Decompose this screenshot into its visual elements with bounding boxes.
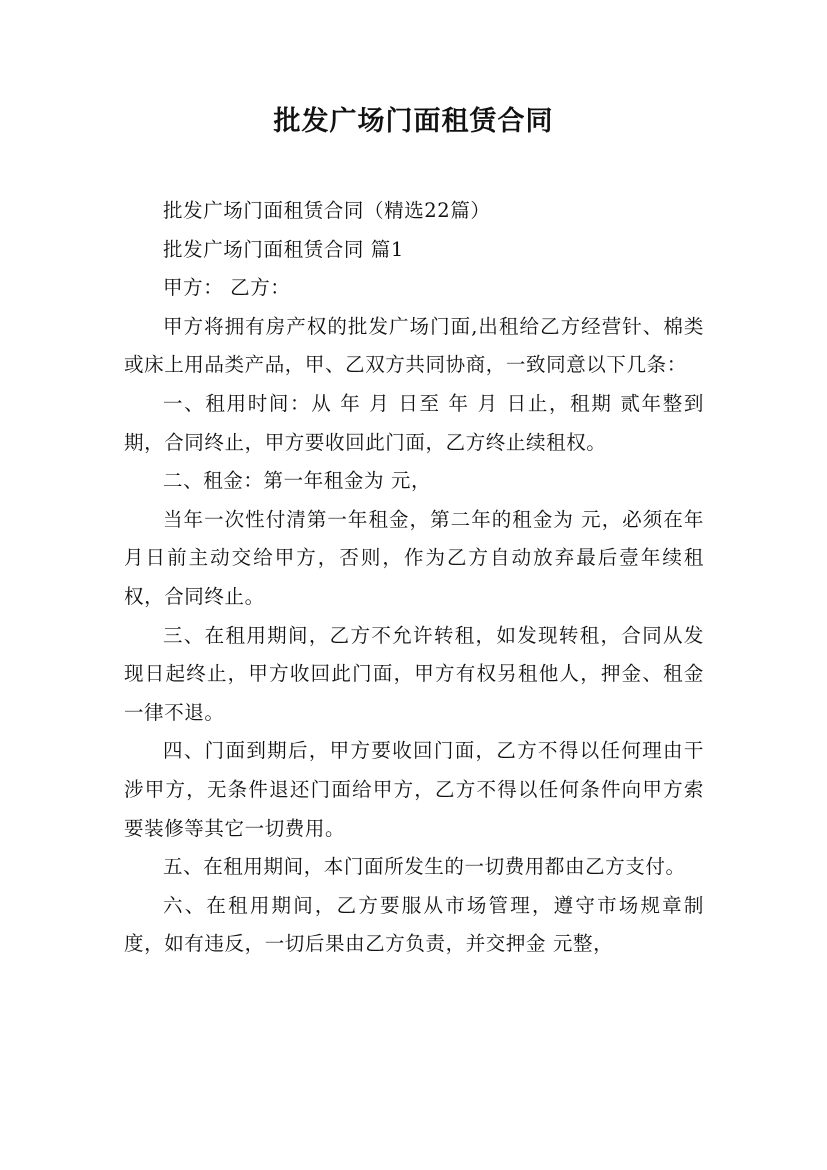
clause-5: 五、在租用期间，本门面所发生的一切费用都由乙方支付。: [163, 855, 686, 879]
intro-paragraph: 甲方将拥有房产权的批发广场门面,出租给乙方经营针、棉类或床上用品类产品，甲、乙双方共同协商，一致同意以下几条：: [124, 314, 704, 377]
parties-line: 甲方： 乙方：: [163, 276, 291, 300]
clause-3: 三、在租用期间，乙方不允许转租，如发现转租，合同从发现日起终止，甲方收回此门面，甲方有权另租他人，押金、租金一律不退。: [124, 623, 704, 724]
clause-2: 二、租金：第一年租金为 元，: [163, 469, 432, 493]
clause-6: 六、在租用期间，乙方要服从市场管理，遵守市场规章制度，如有违反，一切后果由乙方负责，并交押金 元整，: [124, 893, 704, 956]
document-body: [124, 192, 704, 964]
section-heading: 批发广场门面租赁合同 篇1: [163, 237, 404, 261]
clause-4: 四、门面到期后，甲方要收回门面，乙方不得以任何理由干涉甲方，无条件退还门面给甲方，乙方不得以任何条件向甲方索要装修等其它一切费用。: [124, 739, 704, 840]
document-title: 批发广场门面租赁合同: [273, 106, 554, 137]
subtitle-line: 批发广场门面租赁合同（精选22篇）: [163, 199, 491, 222]
clause-2-detail: 当年一次性付清第一年租金，第二年的租金为 元，必须在年月日前主动交给甲方，否则，作为乙方自动放弃最后壹年续租权，合同终止。: [124, 507, 704, 608]
clause-1: 一、租用时间：从 年 月 日至 年 月 日止，租期 贰年整到期，合同终止，甲方要收回此门面，乙方终止续租权。: [124, 391, 704, 454]
